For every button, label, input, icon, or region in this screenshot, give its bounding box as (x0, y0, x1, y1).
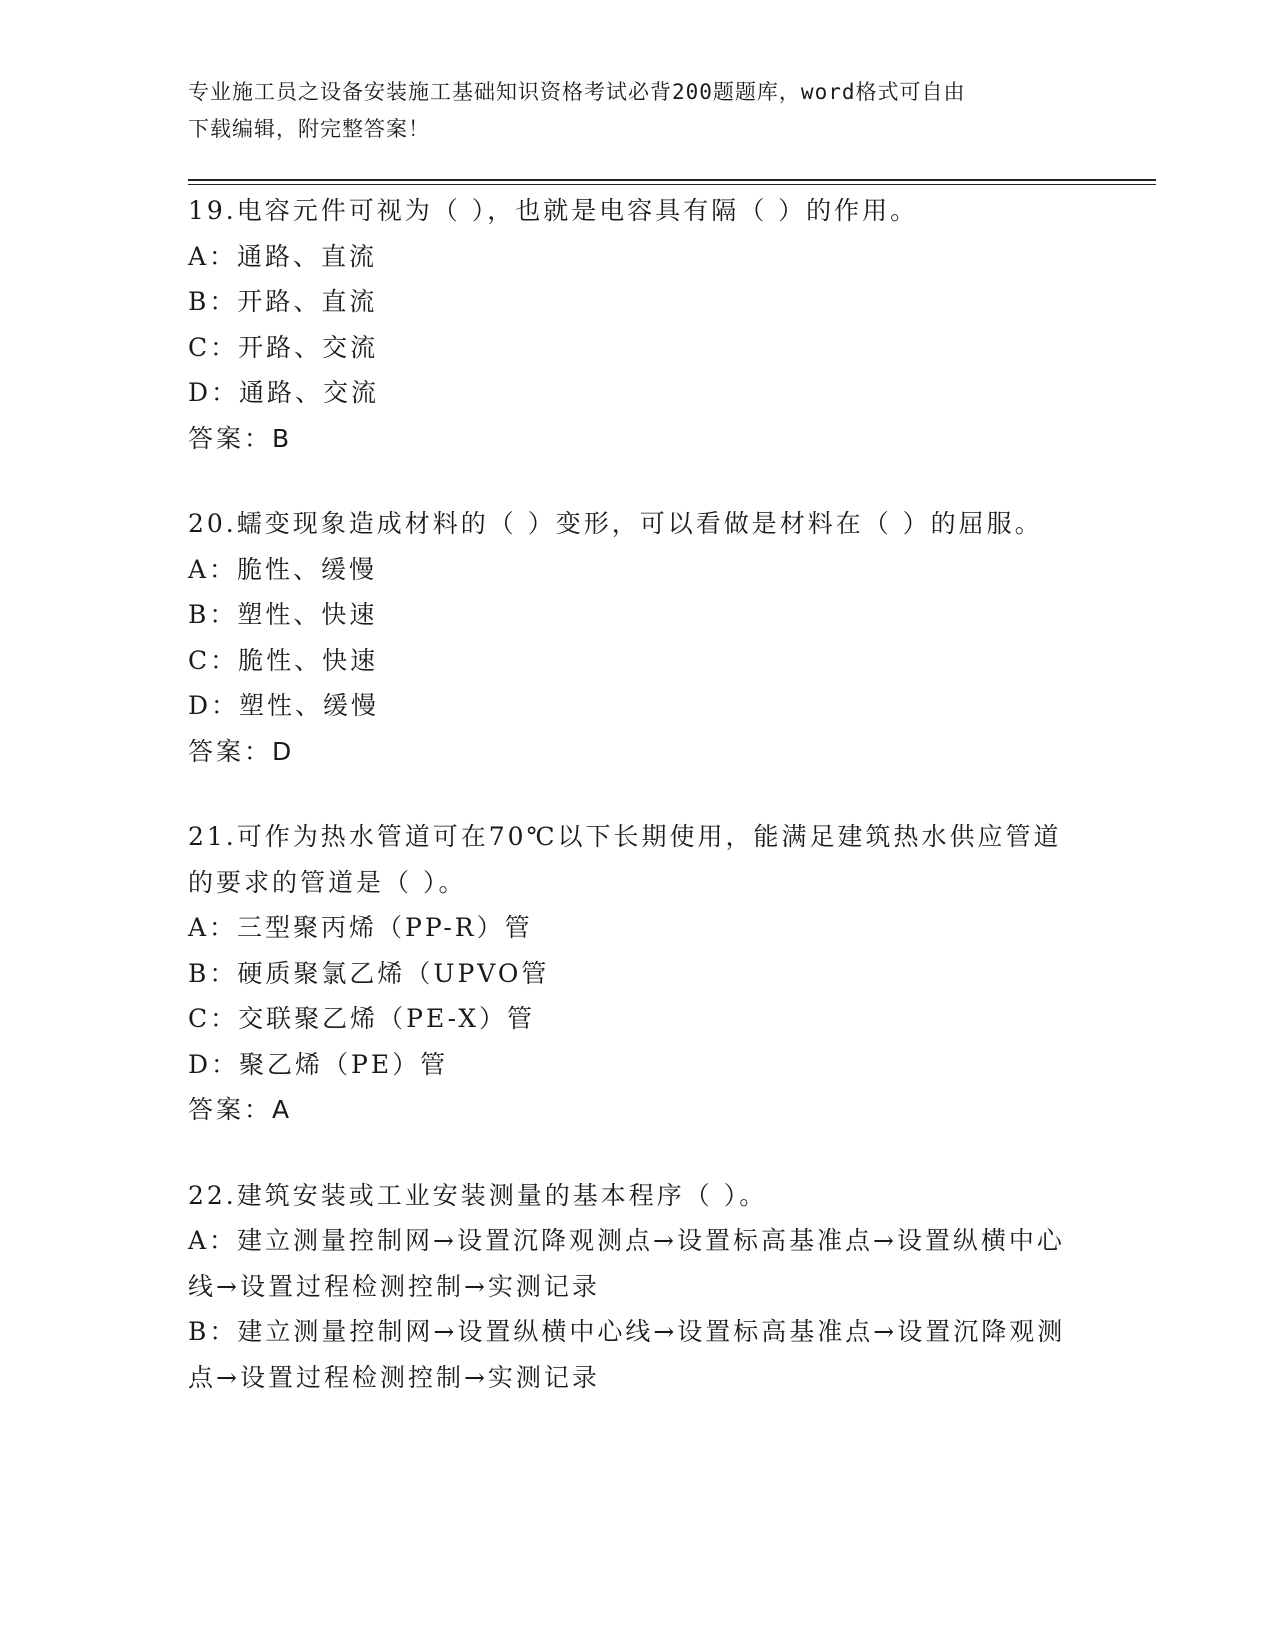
answer: 答案：D (188, 736, 295, 766)
option-a: A：三型聚丙烯（PP-R）管 (188, 913, 533, 942)
question-19 (188, 188, 1088, 461)
option-b: B：开路、直流 (188, 287, 378, 316)
option-b: B：硬质聚氯乙烯（UPVO管 (188, 958, 550, 988)
question-list (188, 188, 1088, 1440)
question-stem: 22.建筑安装或工业安装测量的基本程序（ ）。 (188, 1180, 768, 1210)
option-a: A：通路、直流 (188, 241, 378, 271)
option-a: A：建立测量控制网→设置沉降观测点→设置标高基准点→设置纵横中心线→设置过程检测控制→实测记录 (188, 1226, 1065, 1301)
answer: 答案：B (188, 423, 293, 453)
header-divider-thick (188, 179, 1156, 181)
option-d: D：塑性、缓慢 (188, 691, 380, 720)
header-divider-thin (188, 184, 1156, 185)
header-line-1: 专业施工员之设备安装施工基础知识资格考试必背200题题库，word格式可自由 (188, 80, 966, 104)
question-21 (188, 814, 1088, 1133)
option-c: C：脆性、快速 (188, 645, 379, 675)
question-stem: 21.可作为热水管道可在70℃以下长期使用，能满足建筑热水供应管道的要求的管道是（ ）。 (188, 822, 1062, 897)
option-c: C：开路、交流 (188, 332, 379, 362)
option-d: D：聚乙烯（PE）管 (188, 1049, 449, 1079)
question-22 (188, 1173, 1088, 1401)
option-c: C：交联聚乙烯（PE-X）管 (188, 1004, 536, 1033)
answer: 答案：A (188, 1095, 293, 1124)
option-a: A：脆性、缓慢 (188, 554, 378, 584)
document-header (188, 74, 1088, 148)
option-b: B：建立测量控制网→设置纵横中心线→设置标高基准点→设置沉降观测点→设置过程检测控制→实测记录 (188, 1317, 1066, 1392)
option-d: D：通路、交流 (188, 378, 380, 407)
question-20 (188, 501, 1088, 774)
question-stem: 20.蠕变现象造成材料的（ ）变形，可以看做是材料在（ ）的屈服。 (188, 509, 1043, 538)
option-b: B：塑性、快速 (188, 600, 378, 629)
header-line-2: 下载编辑，附完整答案！ (188, 117, 430, 141)
question-stem: 19.电容元件可视为（ ），也就是电容具有隔（ ）的作用。 (188, 196, 919, 225)
